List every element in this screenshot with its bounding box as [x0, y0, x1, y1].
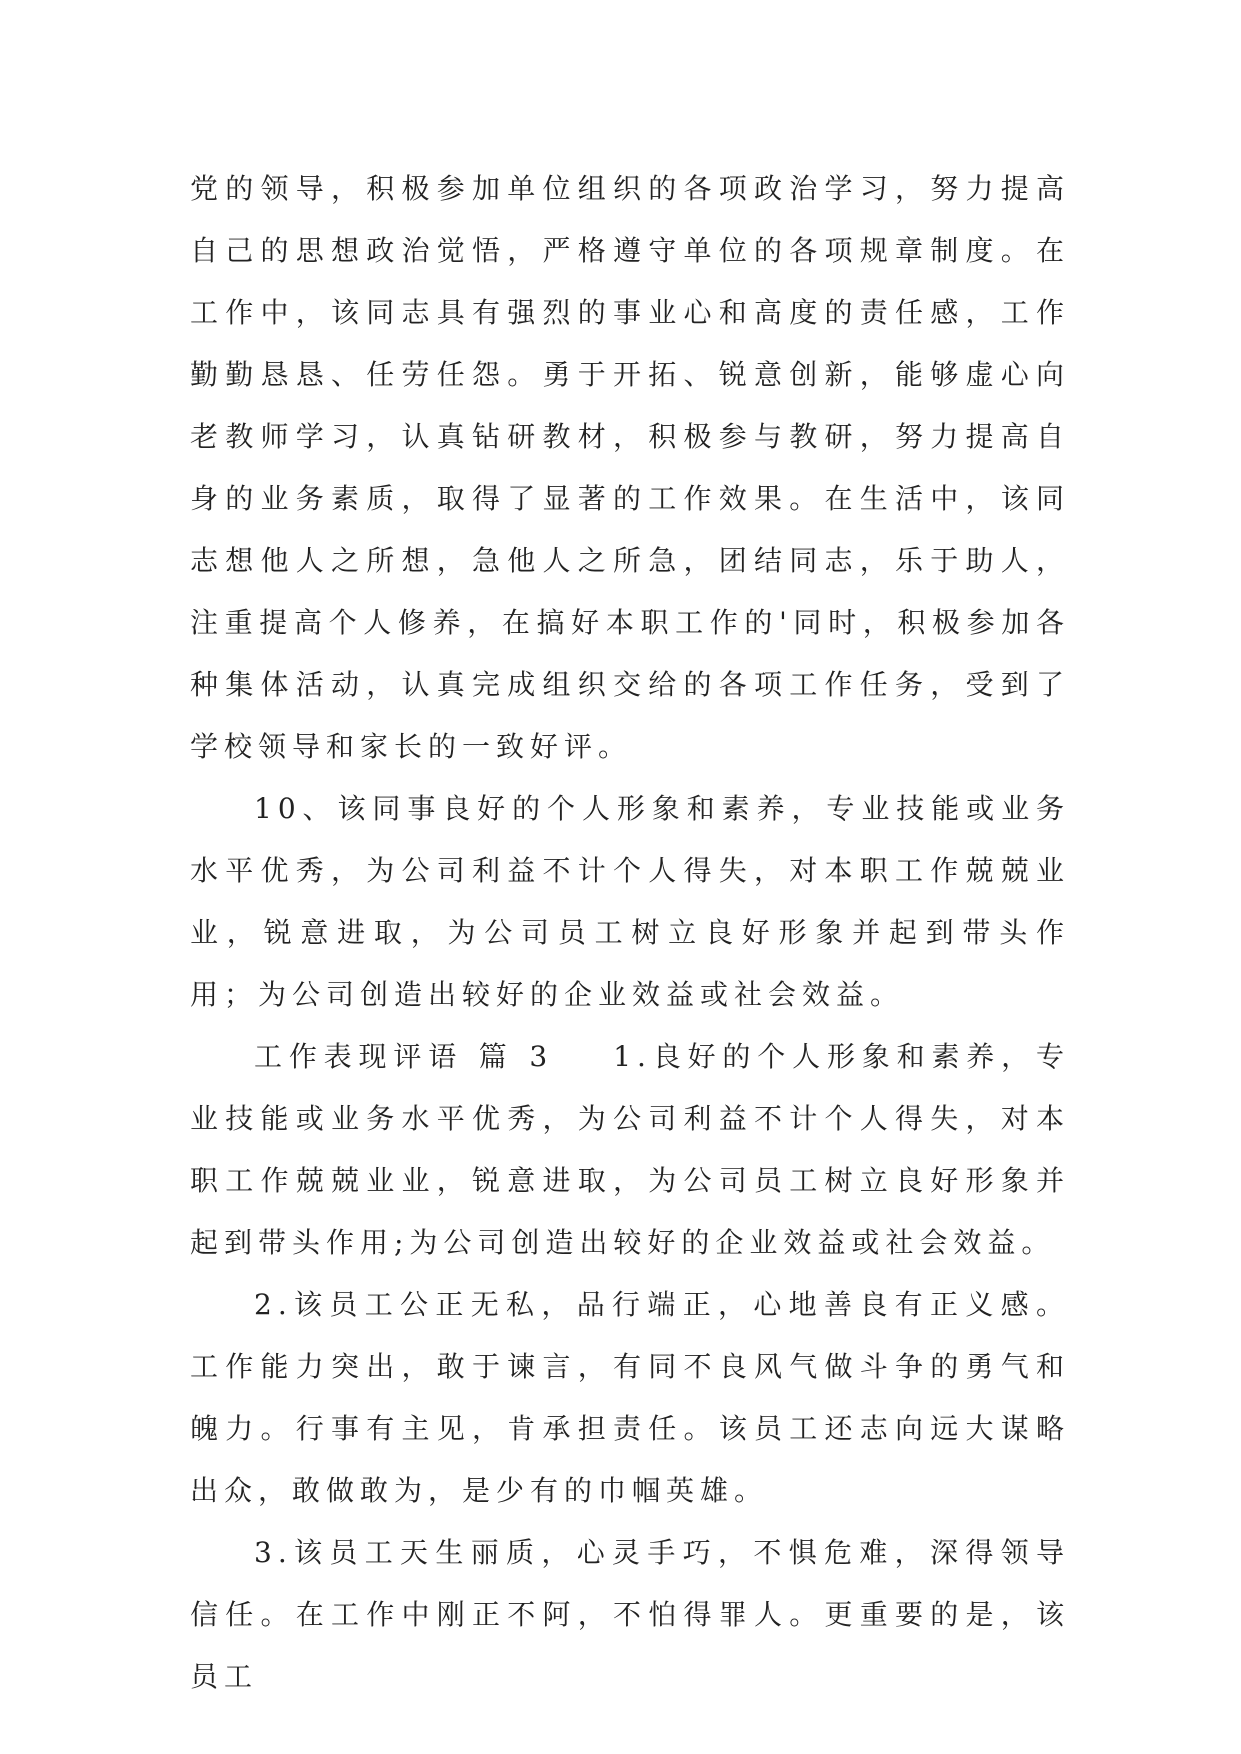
paragraph-text: 3.该员工天生丽质，心灵手巧，不惧危难，深得领导信任。在工作中刚正不阿，不怕得罪人。更重要的是，该员工 — [190, 1536, 1070, 1693]
paragraph-text: 10、该同事良好的个人形象和素养，专业技能或业务水平优秀，为公司利益不计个人得失，对本职工作兢兢业业，锐意进取，为公司员工树立良好形象并起到带头作用；为公司创造出较好的企业效益或社会效益。 — [190, 792, 1070, 1011]
paragraph-section-3 — [190, 1026, 1070, 1274]
paragraph-item-3 — [190, 1522, 1070, 1708]
paragraph-text: 党的领导，积极参加单位组织的各项政治学习，努力提高自己的思想政治觉悟，严格遵守单位的各项规章制度。在工作中，该同志具有强烈的事业心和高度的责任感，工作勤勤恳恳、任劳任怨。勇于开拓、锐意创新，能够虚心向老教师学习，认真钻研教材，积极参与教研，努力提高自身的业务素质，取得了显著的工作效果。在生活中，该同志想他人之所想，急他人之所急，团结同志，乐于助人，注重提高个人修养，在搞好本职工作的'同时，积极参加各种集体活动，认真完成组织交给的各项工作任务，受到了学校领导和家长的一致好评。 — [190, 172, 1070, 763]
paragraph-item-10 — [190, 778, 1070, 1026]
paragraph-text: 1.良好的个人形象和素养，专业技能或业务水平优秀，为公司利益不计个人得失，对本职工作兢兢业业，锐意进取，为公司员工树立良好形象并起到带头作用;为公司创造出较好的企业效益或社会效益。 — [190, 1040, 1070, 1259]
paragraph-text: 2.该员工公正无私，品行端正，心地善良有正义感。工作能力突出，敢于谏言，有同不良风气做斗争的勇气和魄力。行事有主见，肯承担责任。该员工还志向远大谋略出众，敢做敢为，是少有的巾帼英雄。 — [190, 1288, 1070, 1507]
document-body — [190, 158, 1070, 1708]
paragraph-item-2 — [190, 1274, 1070, 1522]
section-heading: 工作表现评语 篇 3 — [254, 1040, 554, 1073]
paragraph-continued — [190, 158, 1070, 778]
